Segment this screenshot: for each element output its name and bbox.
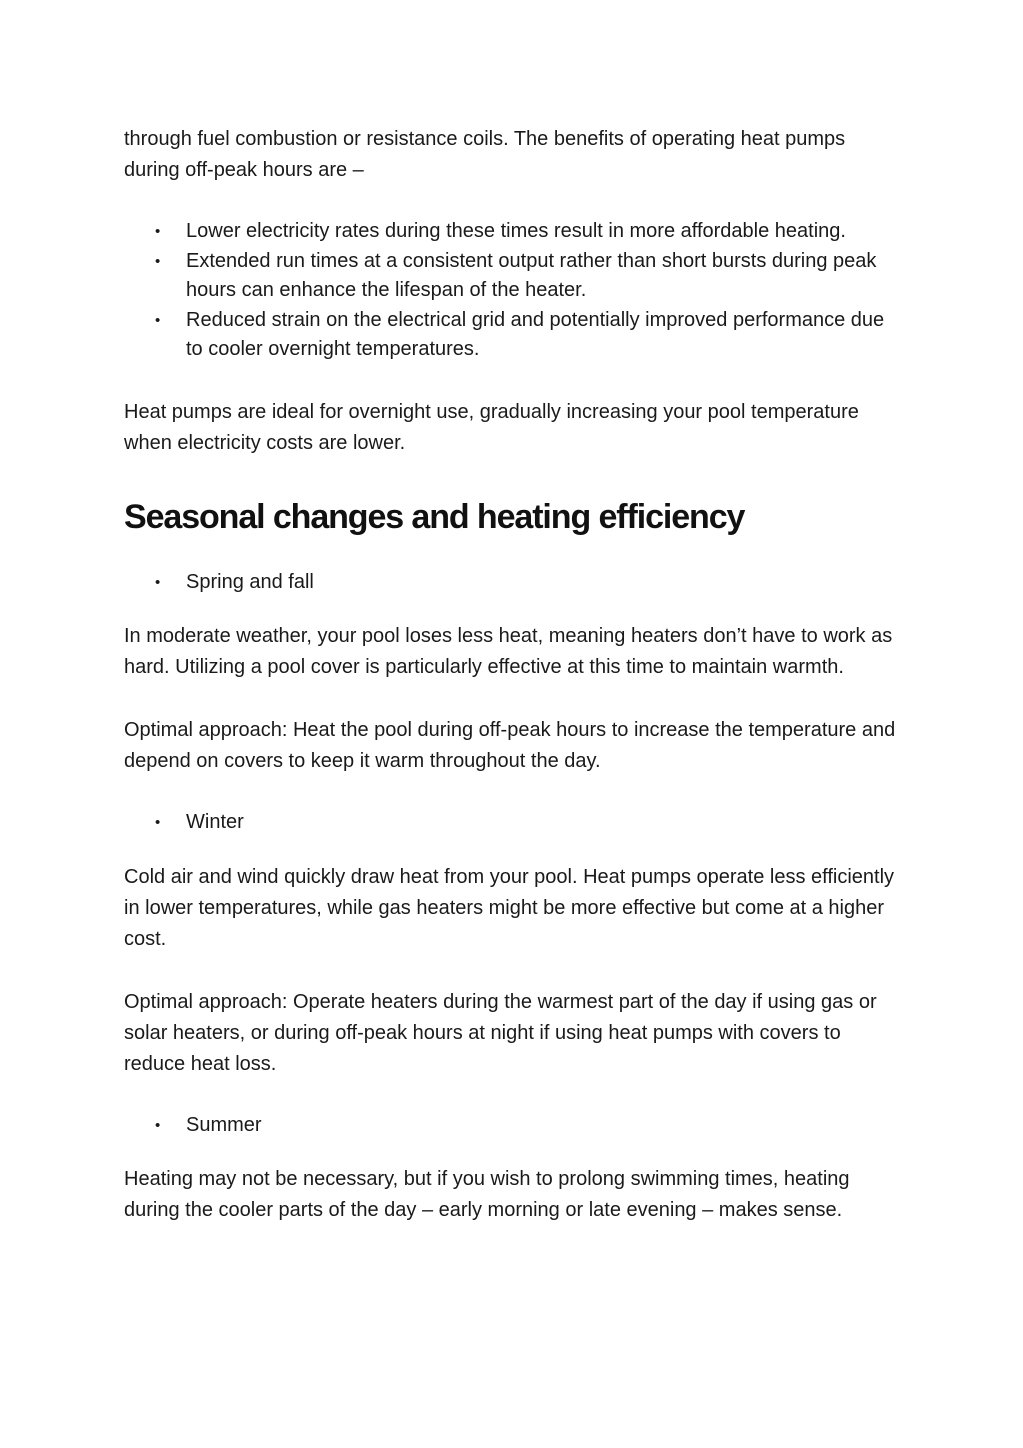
list-item-spring-fall: • Spring and fall xyxy=(124,568,904,598)
section-heading: Seasonal changes and heating efficiency xyxy=(124,497,745,536)
spring-fall-paragraph: In moderate weather, your pool loses less heat, meaning heaters don’t have to work as hard. Utilizing a pool cover is particularly effective at this time to maintain warmth. xyxy=(124,625,893,678)
summer-paragraph: Heating may not be necessary, but if you wish to prolong swimming times, heating during the cooler parts of the day – early morning or late evening – makes sense. xyxy=(124,1168,850,1221)
winter-approach-paragraph: Optimal approach: Operate heaters during the warmest part of the day if using gas or solar heaters, or during off-peak hours at night if using heat pumps with covers to reduce heat loss. xyxy=(124,990,877,1075)
spring-fall-approach-paragraph: Optimal approach: Heat the pool during off-peak hours to increase the temperature and depend on covers to keep it warm throughout the day. xyxy=(124,719,896,772)
winter-list xyxy=(124,808,904,838)
list-item: • Lower electricity rates during these times result in more affordable heating. xyxy=(124,217,904,247)
spring-fall-list xyxy=(124,568,904,598)
winter-paragraph: Cold air and wind quickly draw heat from your pool. Heat pumps operate less efficiently in lower temperatures, while gas heaters might be more effective but come at a higher cost. xyxy=(124,865,895,950)
list-item: • Extended run times at a consistent output rather than short bursts during peak hours can enhance the lifespan of the heater. xyxy=(124,247,904,306)
intro-paragraph: through fuel combustion or resistance coils. The benefits of operating heat pumps during off-peak hours are – xyxy=(124,128,846,181)
list-item-summer: • Summer xyxy=(124,1111,904,1141)
page-content xyxy=(124,124,904,1226)
list-item: • Reduced strain on the electrical grid and potentially improved performance due to cooler overnight temperatures. xyxy=(124,306,904,365)
benefits-list xyxy=(124,217,904,365)
list-item-winter: • Winter xyxy=(124,808,904,838)
heat-pump-closing-paragraph: Heat pumps are ideal for overnight use, gradually increasing your pool temperature when electricity costs are lower. xyxy=(124,400,859,454)
summer-list xyxy=(124,1111,904,1141)
